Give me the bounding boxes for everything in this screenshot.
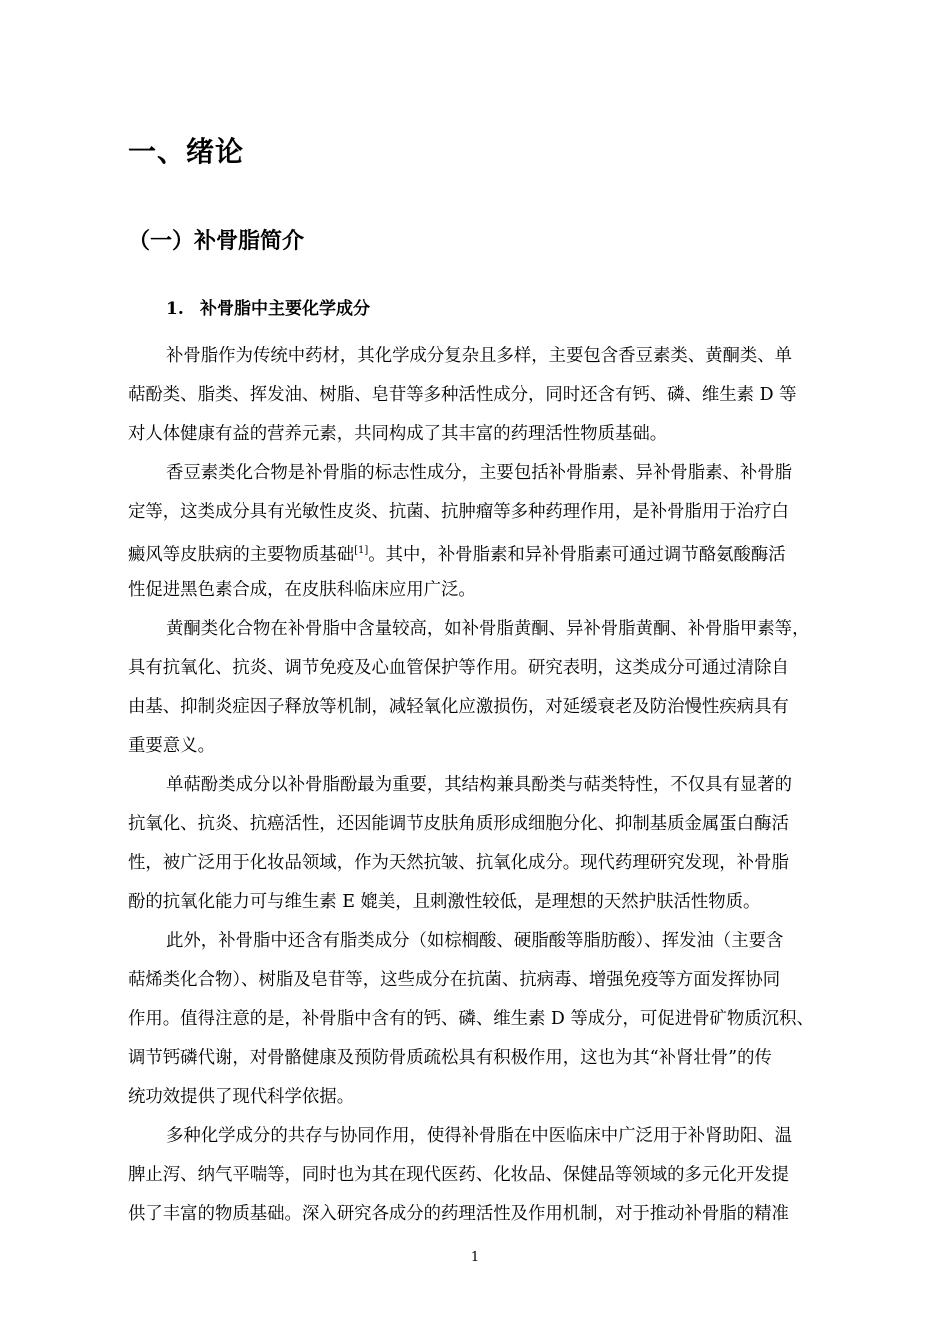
paragraph-line: 具有抗氧化、抗炎、调节免疫及心血管保护等作用。研究表明，这类成分可通过清除自 xyxy=(128,658,789,678)
subsection-title: 补骨脂中主要化学成分 xyxy=(200,299,370,319)
paragraph-line: 多种化学成分的共存与协同作用，使得补骨脂在中医临床中广泛用于补肾助阳、温 xyxy=(166,1126,793,1146)
paragraph-line: 性促进黑色素合成，在皮肤科临床应用广泛。 xyxy=(128,580,476,600)
paragraph-line: 对人体健康有益的营养元素，共同构成了其丰富的药理活性物质基础。 xyxy=(128,424,668,444)
paragraph-line: 黄酮类化合物在补骨脂中含量较高，如补骨脂黄酮、异补骨脂黄酮、补骨脂甲素等， xyxy=(166,619,810,639)
paragraph-line: 性，被广泛用于化妆品领域，作为天然抗皱、抗氧化成分。现代药理研究发现，补骨脂 xyxy=(128,853,789,873)
paragraph-line: 香豆素类化合物是补骨脂的标志性成分，主要包括补骨脂素、异补骨脂素、补骨脂 xyxy=(166,463,793,483)
paragraph-line: 萜烯类化合物）、树脂及皂苷等，这些成分在抗菌、抗病毒、增强免疫等方面发挥协同 xyxy=(128,970,781,990)
paragraph-line: 调节钙磷代谢，对骨骼健康及预防骨质疏松具有积极作用，这也为其“补肾壮骨”的传 xyxy=(128,1048,772,1068)
paragraph-line: 补骨脂作为传统中药材，其化学成分复杂且多样，主要包含香豆素类、黄酮类、单 xyxy=(166,346,793,366)
paragraph-text: 。其中，补骨脂素和异补骨脂素可通过调节酪氨酸酶活 xyxy=(368,545,786,565)
citation-marker: [1] xyxy=(354,545,369,556)
subsection-heading xyxy=(166,294,370,324)
paragraph-line: 作用。值得注意的是，补骨脂中含有的钙、磷、维生素 D 等成分，可促进骨矿物质沉积、 xyxy=(128,1009,814,1029)
paragraph-line: 此外，补骨脂中还含有脂类成分（如棕榈酸、硬脂酸等脂肪酸）、挥发油（主要含 xyxy=(166,931,784,951)
paragraph-text: 癜风等皮肤病的主要物质基础 xyxy=(128,545,355,565)
paragraph-line: 萜酚类、脂类、挥发油、树脂、皂苷等多种活性成分，同时还含有钙、磷、维生素 D 等 xyxy=(128,385,797,405)
chapter-heading: 一、绪论 xyxy=(128,135,245,168)
subsection-number: 1. xyxy=(166,299,184,319)
paragraph-line: 单萜酚类成分以补骨脂酚最为重要，其结构兼具酚类与萜类特性，不仅具有显著的 xyxy=(166,775,793,795)
paragraph-line: 脾止泻、纳气平喘等，同时也为其在现代医药、化妆品、保健品等领域的多元化开发提 xyxy=(128,1165,789,1185)
paragraph-line: 供了丰富的物质基础。深入研究各成分的药理活性及作用机制，对于推动补骨脂的精准 xyxy=(128,1204,789,1224)
paragraph-line: 由基、抑制炎症因子释放等机制，减轻氧化应激损伤，对延缓衰老及防治慢性疾病具有 xyxy=(128,697,789,717)
section-heading: （一）补骨脂简介 xyxy=(128,229,305,254)
paragraph-line: 酚的抗氧化能力可与维生素 E 媲美，且刺激性较低，是理想的天然护肤活性物质。 xyxy=(128,892,761,912)
paragraph-line xyxy=(128,537,860,569)
paragraph-line: 抗氧化、抗炎、抗癌活性，还因能调节皮肤角质形成细胞分化、抑制基质金属蛋白酶活 xyxy=(128,814,789,834)
paragraph-line: 统功效提供了现代科学依据。 xyxy=(128,1087,355,1107)
paragraph-line: 定等，这类成分具有光敏性皮炎、抗菌、抗肿瘤等多种药理作用，是补骨脂用于治疗白 xyxy=(128,502,789,522)
page-number: 1 xyxy=(470,1250,480,1265)
paragraph-line: 重要意义。 xyxy=(128,736,215,756)
